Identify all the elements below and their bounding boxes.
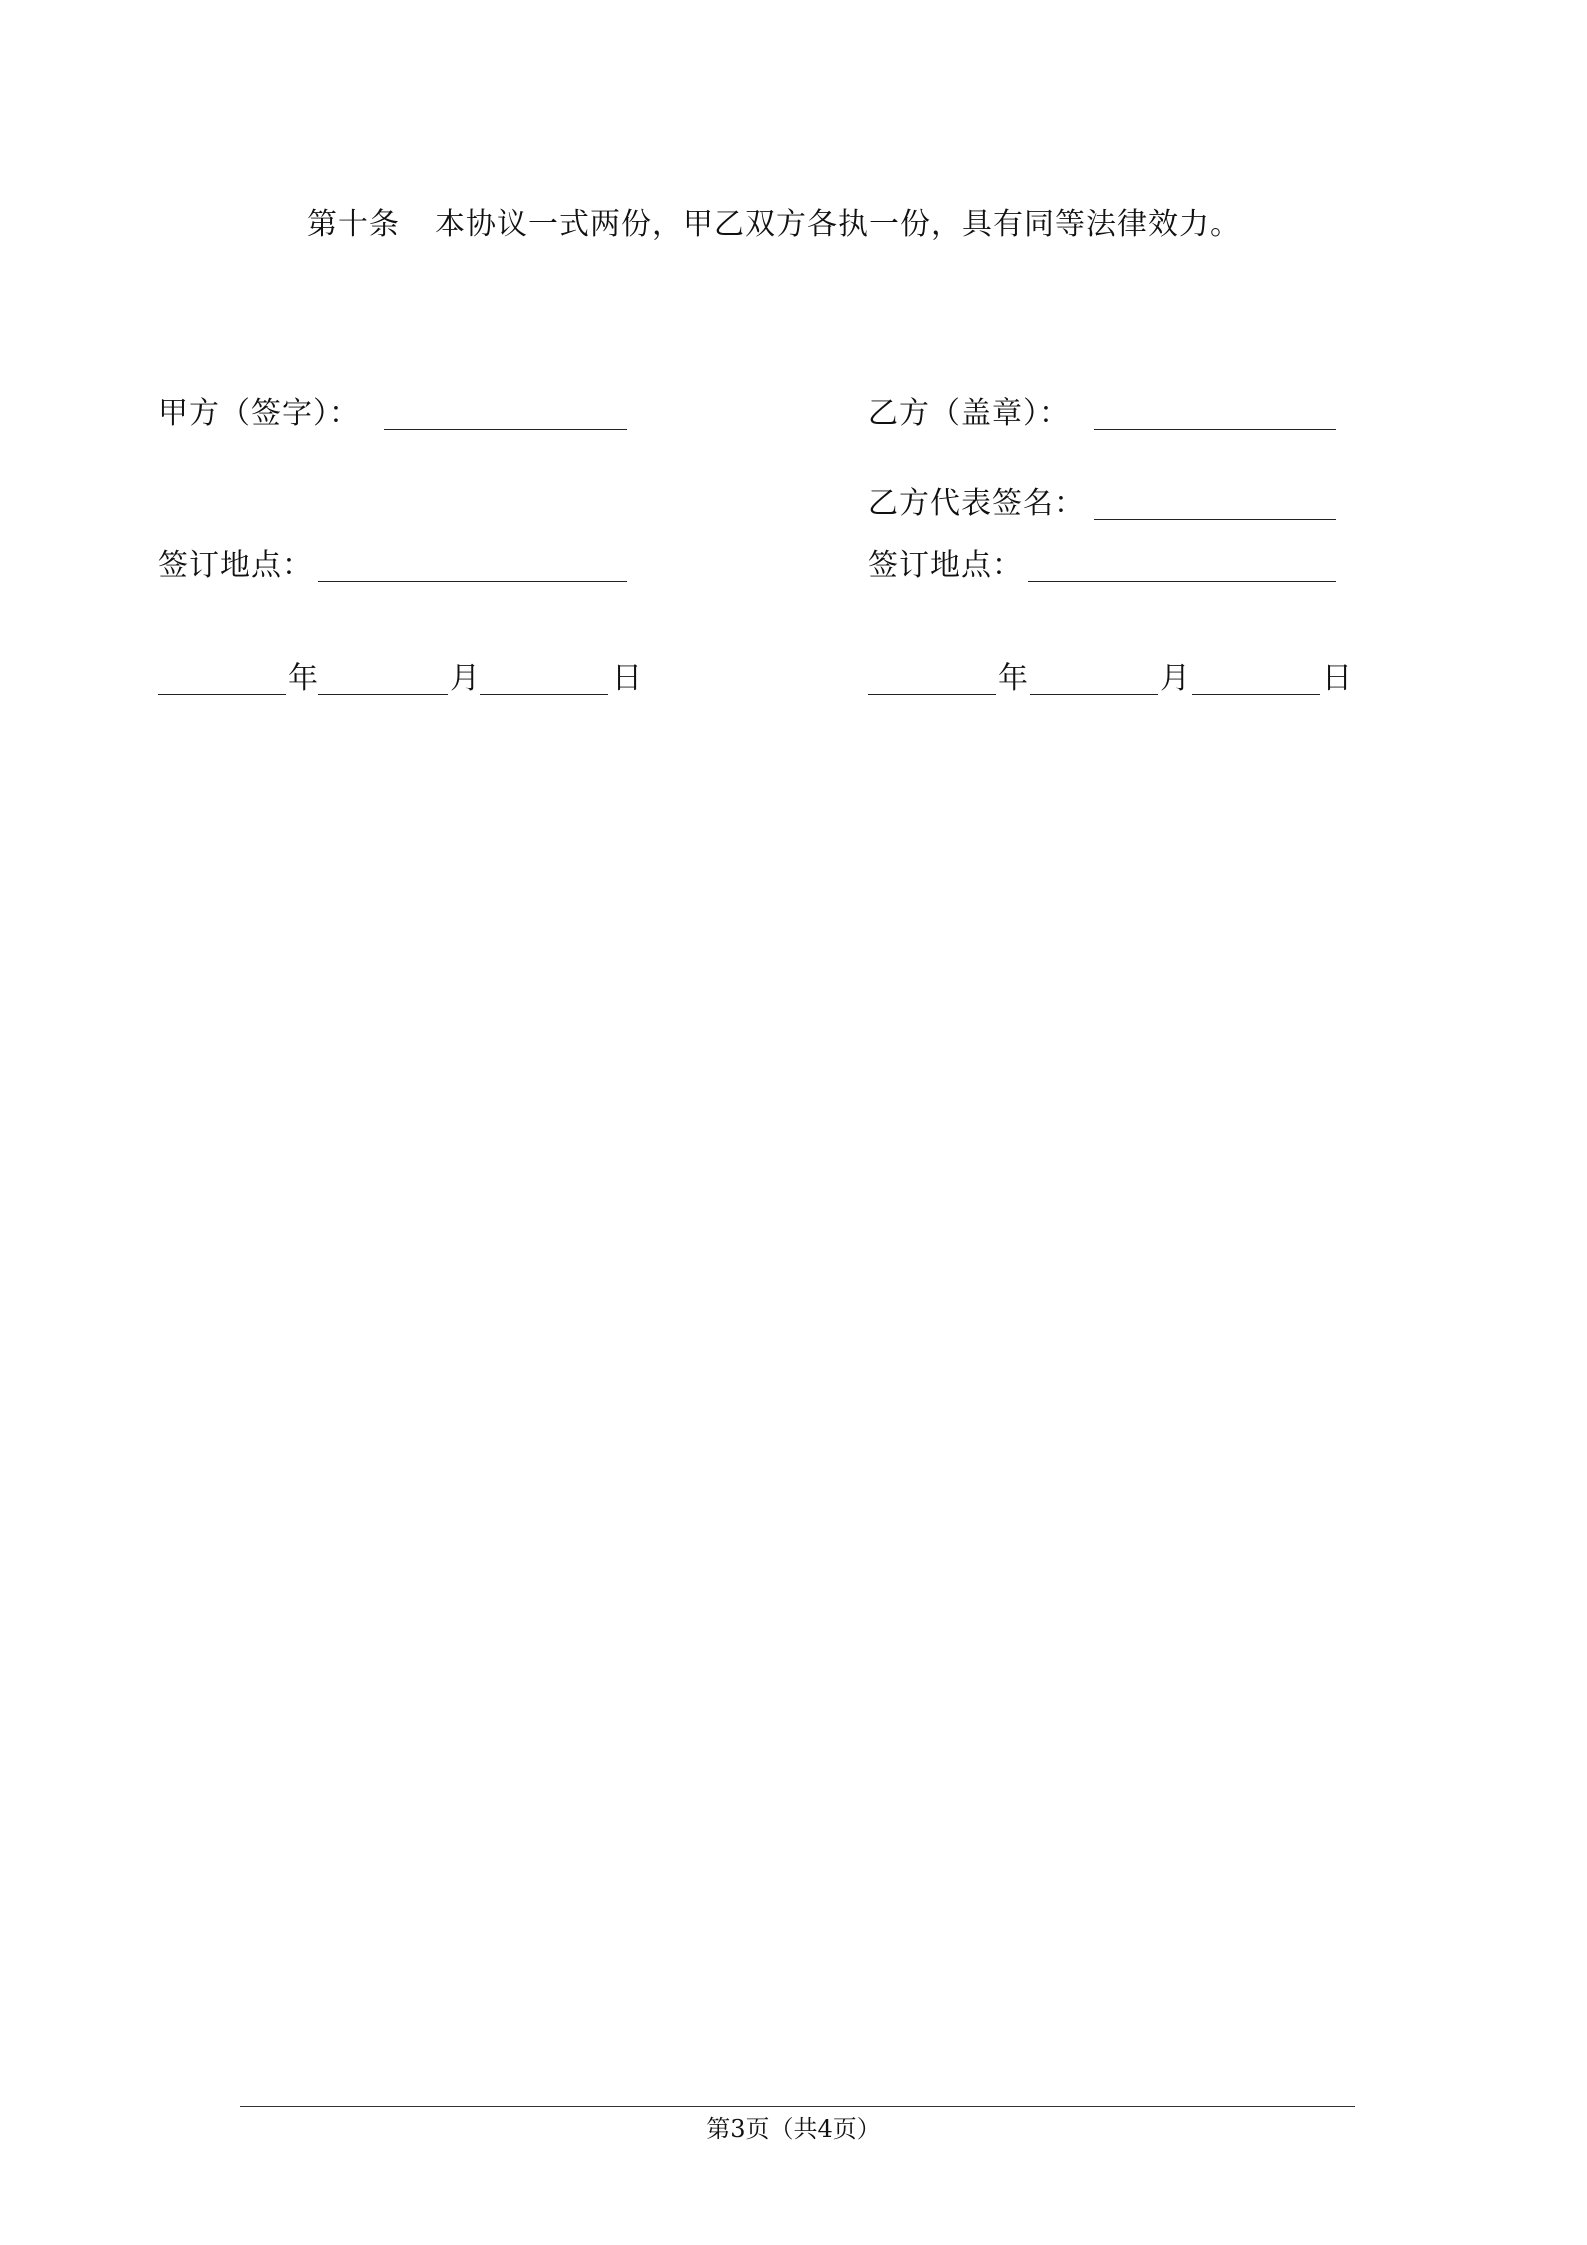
article-number: 第十条 [307,207,400,242]
party-b-year-label: 年 [998,661,1029,696]
party-a-place-label: 签订地点： [158,548,313,583]
party-b-seal-line[interactable] [1094,429,1336,430]
party-b-day-line[interactable] [1192,694,1320,695]
party-a-place-line[interactable] [318,581,627,582]
party-a-year-line[interactable] [158,694,286,695]
article-text: 本协议一式两份，甲乙双方各执一份，具有同等法律效力。 [435,207,1241,242]
party-b-day-label: 日 [1322,661,1353,696]
party-a-year-label: 年 [288,661,319,696]
party-a-month-line[interactable] [318,694,448,695]
party-b-place-line[interactable] [1028,581,1336,582]
party-a-signature-label: 甲方（签字）： [158,396,360,431]
party-b-month-line[interactable] [1030,694,1158,695]
party-b-year-line[interactable] [868,694,996,695]
party-b-representative-line[interactable] [1094,519,1336,520]
footer-divider [240,2106,1355,2107]
party-b-seal-label: 乙方（盖章）： [868,396,1070,431]
party-b-place-label: 签订地点： [868,548,1023,583]
party-a-month-label: 月 [450,661,481,696]
party-a-signature-line[interactable] [384,429,627,430]
party-b-representative-label: 乙方代表签名： [868,486,1085,521]
party-b-month-label: 月 [1160,661,1191,696]
page-number: 第3页（共4页） [706,2115,881,2143]
party-a-day-label: 日 [612,661,643,696]
party-a-day-line[interactable] [480,694,608,695]
